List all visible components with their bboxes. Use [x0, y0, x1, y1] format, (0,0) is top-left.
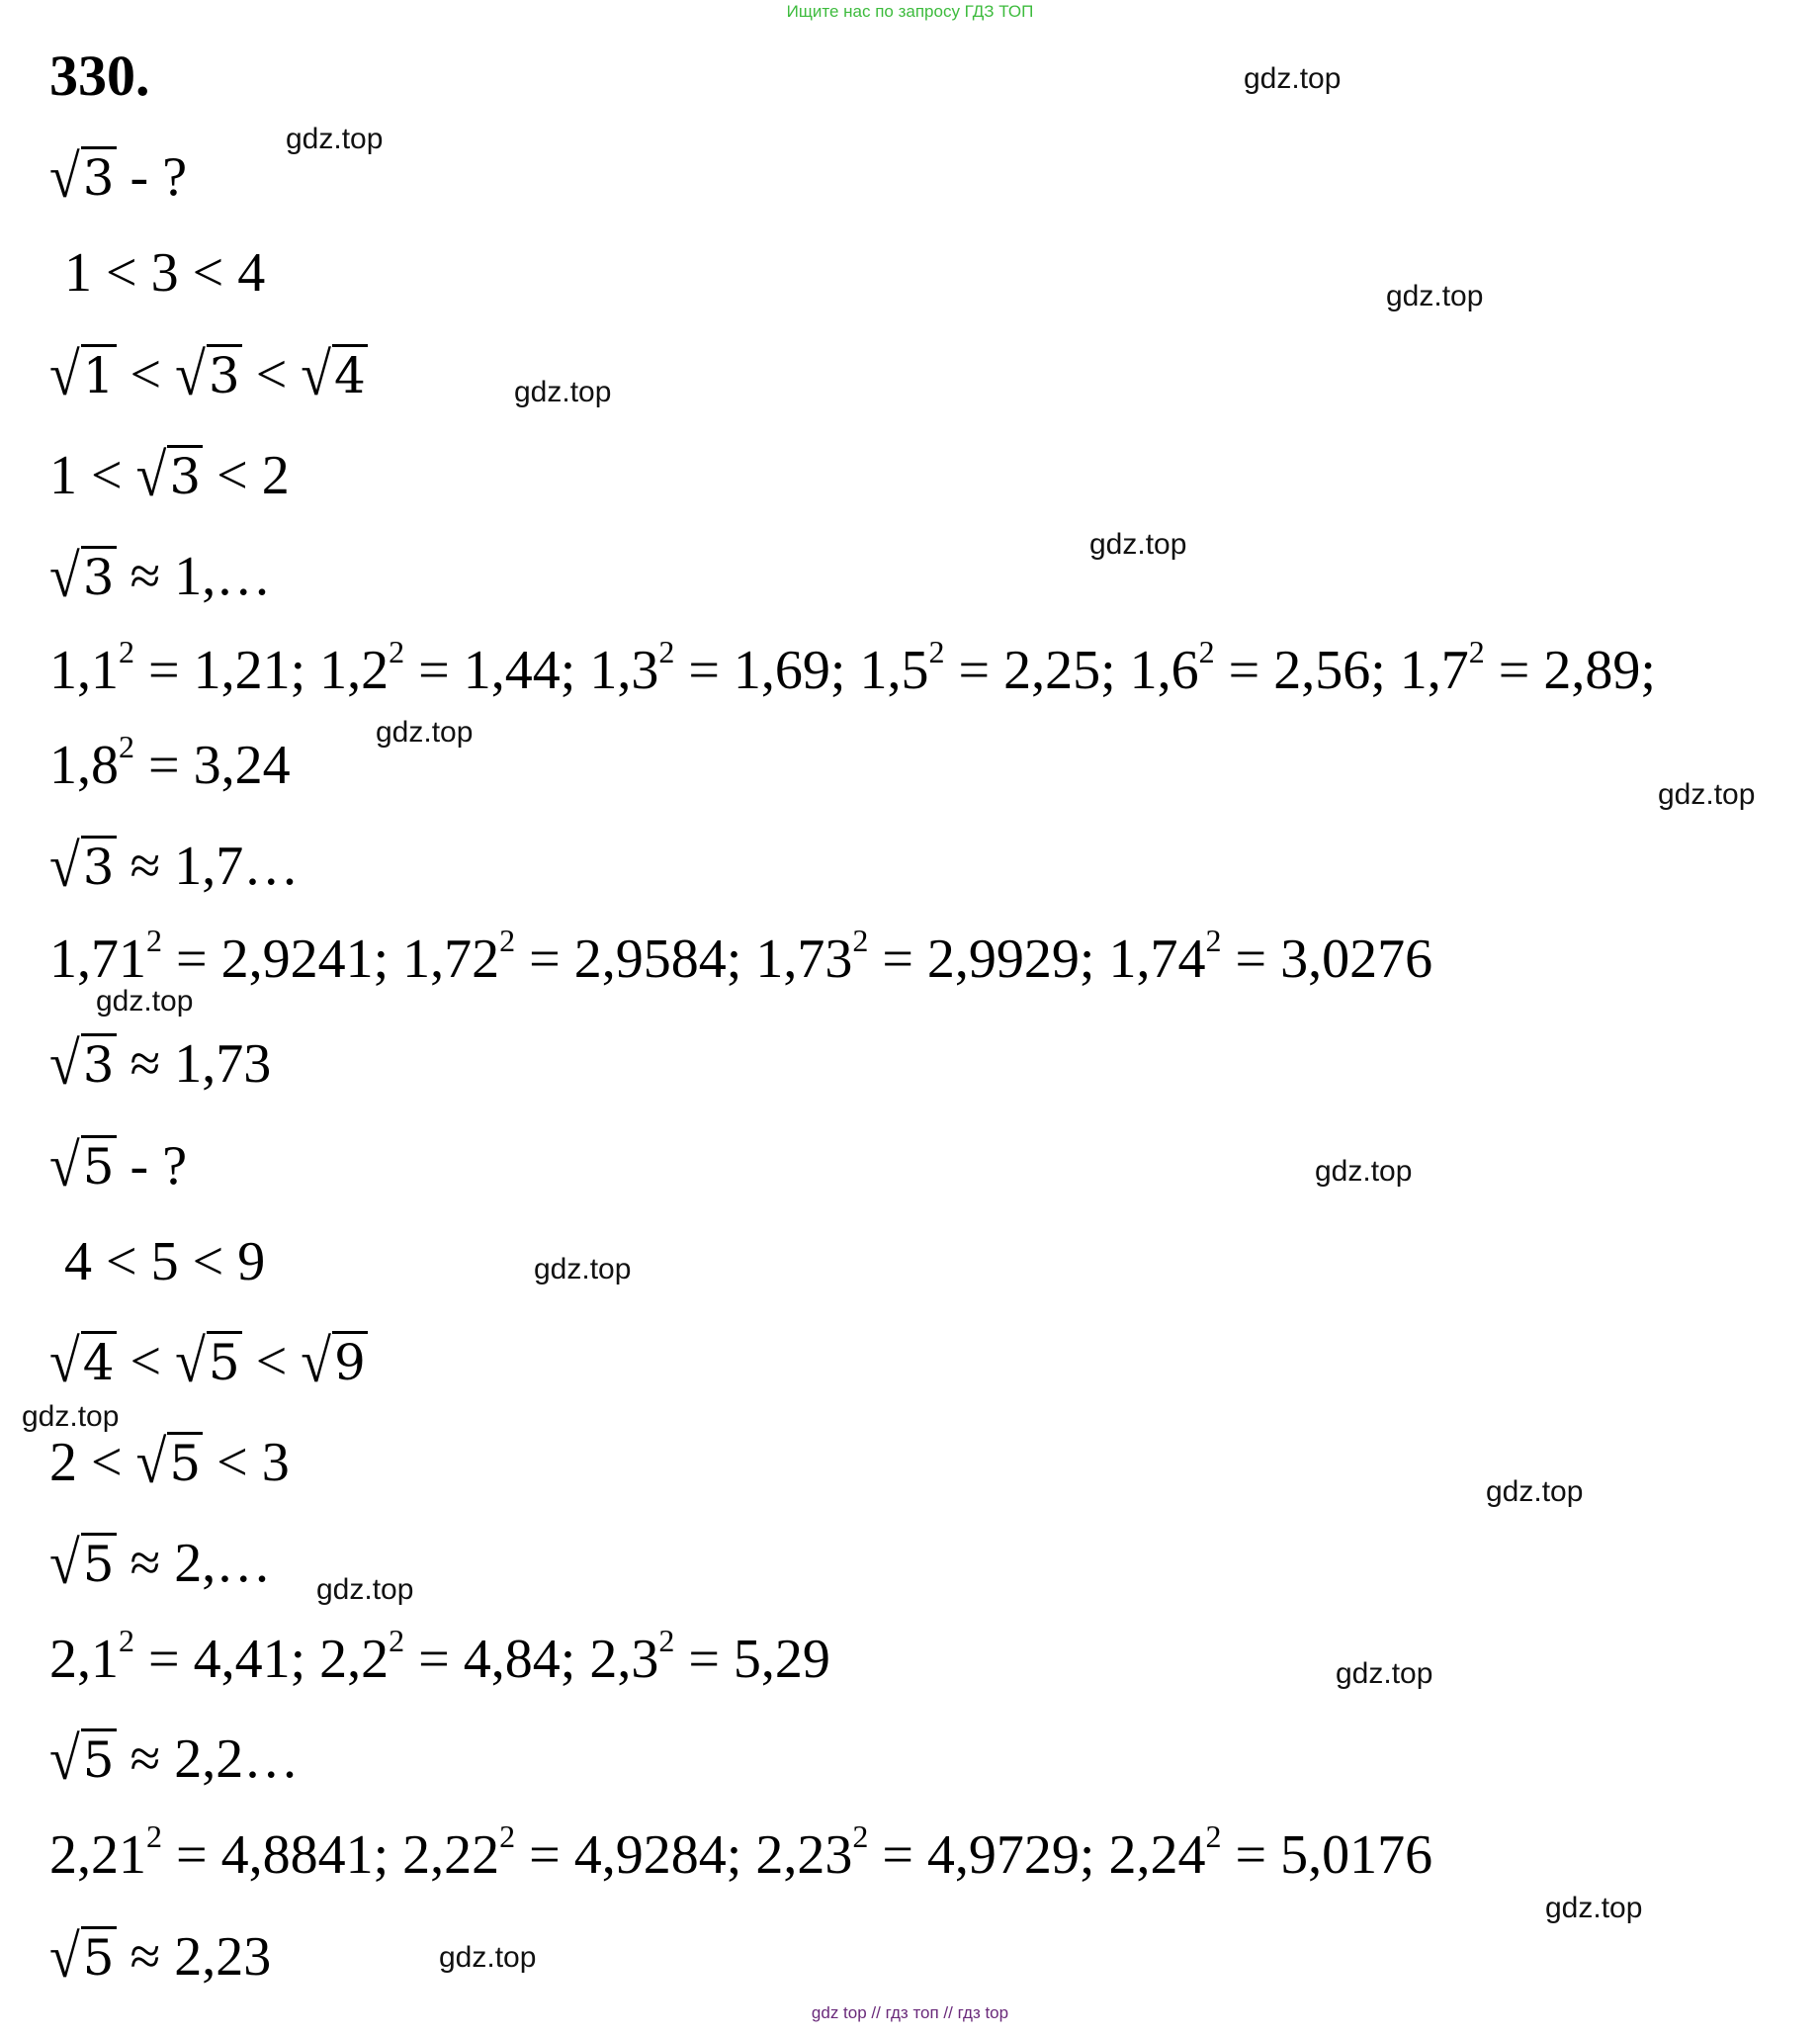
footer: gdz top // гдз топ // гдз top: [811, 2003, 1009, 2022]
squares-line-1a: $1,1^2 = 1,21$; $1,2^2 = 1,44$; $1,3^2 = 1,69$; $1,5^2 = 2,25$; $1,6^2 = 2,56$; $1,7^2 = 2,89$;: [49, 634, 1656, 701]
watermark: gdz.top: [439, 1941, 537, 1974]
watermark: gdz.top: [316, 1573, 414, 1606]
root-range-line-1: 1 < √3 < 2: [49, 441, 290, 510]
watermark: gdz.top: [514, 376, 612, 408]
watermark: gdz.top: [286, 123, 384, 155]
watermark: gdz.top: [534, 1253, 632, 1285]
watermark: gdz.top: [1486, 1475, 1584, 1508]
sqrt-expression: √3: [49, 142, 115, 212]
watermark: gdz.top: [1244, 62, 1342, 95]
watermark: gdz.top: [1386, 280, 1484, 312]
answer-line-1: √3 ≈ 1,73: [49, 1029, 272, 1099]
squares-line-2a: $2,1^2 = 4,41$; $2,2^2 = 4,84$; $2,3^2 = 5,29$: [49, 1623, 830, 1690]
watermark: gdz.top: [96, 985, 194, 1018]
squares-line-2b: $2,21^2 = 4,8841$; $2,22^2 = 4,9284$; $2,23^2 = 4,9729$; $2,24^2 = 5,0176$: [49, 1818, 1433, 1886]
question-sqrt3: [49, 142, 188, 212]
watermark: gdz.top: [1315, 1155, 1413, 1188]
watermark: gdz.top: [376, 716, 474, 749]
squares-line-1c: $1,71^2 = 2,9241$; $1,72^2 = 2,9584$; $1,73^2 = 2,9929$; $1,74^2 = 3,0276$: [49, 923, 1433, 990]
watermark: gdz.top: [1545, 1892, 1643, 1924]
squares-line-1b: $1,8^2 = 3,24$: [49, 729, 291, 796]
top-banner: Ищите нас по запросу ГДЗ ТОП: [786, 2, 1034, 21]
root-range-line-2: 2 < √5 < 3: [49, 1428, 290, 1497]
answer-line-2: √5 ≈ 2,23: [49, 1922, 272, 1992]
bounds-line-1: 1 < 3 < 4: [64, 242, 266, 304]
task-number: 330.: [49, 44, 150, 108]
approx-line-2b: √5 ≈ 2,2…: [49, 1725, 300, 1794]
approx-line-2a: √5 ≈ 2,…: [49, 1529, 272, 1598]
question-sqrt5: √5 - ?: [49, 1131, 188, 1200]
watermark: gdz.top: [1089, 528, 1187, 561]
bounds-line-2: 4 < 5 < 9: [64, 1231, 266, 1292]
watermark: gdz.top: [22, 1400, 120, 1433]
question-mark: - ?: [130, 146, 188, 208]
sqrt-bounds-line-2: √4 < √5 < √9: [49, 1327, 366, 1396]
approx-line-1a: √3 ≈ 1,…: [49, 542, 272, 611]
approx-line-1b: √3 ≈ 1,7…: [49, 832, 300, 901]
sqrt-bounds-line-1: √1 < √3 < √4: [49, 340, 366, 409]
watermark: gdz.top: [1336, 1657, 1433, 1690]
watermark: gdz.top: [1658, 778, 1756, 811]
